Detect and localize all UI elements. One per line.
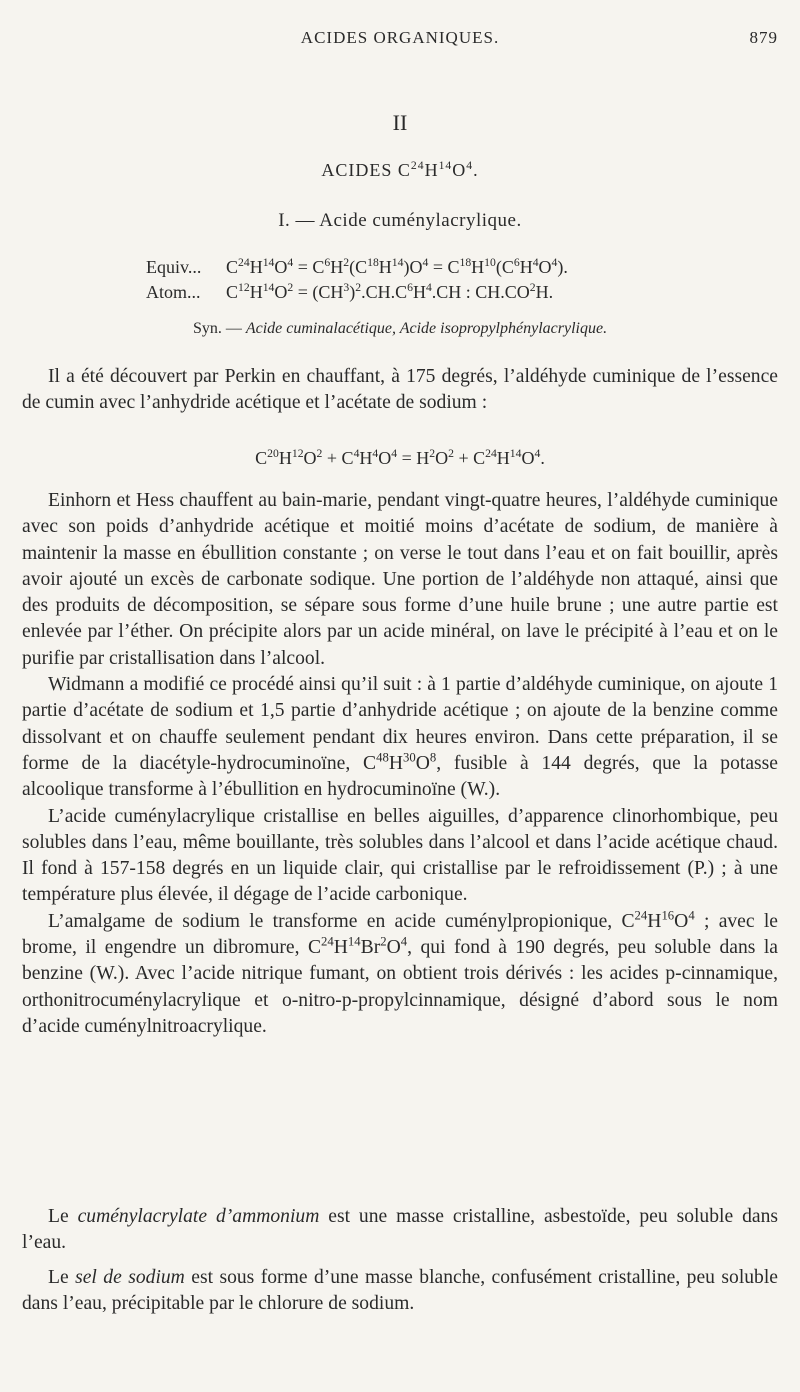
synonyms bbox=[0, 320, 800, 338]
main-text-block bbox=[22, 488, 778, 1040]
paragraph-widmann: Widmann a modifié ce procédé ainsi qu’il suit : à 1 partie d’aldéhyde cuminique, on ajoute 1 partie d’acétate de sodium et 1,5 partie d’anhydride acétique ; on ajoute de la benzine comme dissolvant et on chauffe seulement pendant dix heures environ. Dans cette préparation, il se forme de la diacétyle-hydrocuminoïne, $C^{48}H^{30}O^8$, fusible à 144 degrés, que la potasse alcoolique transforme à l’ébullition en hydrocuminoïne (W.). bbox=[22, 674, 778, 801]
section-number: II bbox=[392, 110, 408, 135]
paragraph-sodium-salt: Le sel de sodium est sous forme d’une masse blanche, confusément cristalline, peu soluble dans l’eau, précipitable par le chlorure de sodium. bbox=[22, 1266, 778, 1314]
running-head-title: ACIDES ORGANIQUES. bbox=[300, 28, 500, 47]
equiv-label: Equiv... bbox=[146, 257, 202, 277]
synonyms-text: — Acide cuminalacétique, Acide isopropylphénylacrylique. bbox=[225, 320, 608, 337]
paragraph-properties: L’acide cuménylacrylique cristallise en belles aiguilles, d’apparence clinorhombique, peu solubles dans l’eau, même bouillante, très solubles dans l’alcool et dans l’acide acétique chaud. Il fond à 157-158 degrés en un liquide clair, qui cristallise par le refroidissement (P.) ; à une température plus élevée, il dégage de l’acide carbonique. bbox=[22, 805, 778, 906]
section-title: ACIDES $C^{24}H^{14}O^4$. bbox=[321, 159, 479, 180]
subsection-title: I. — Acide cuménylacrylique. bbox=[278, 210, 522, 231]
atom-label: Atom... bbox=[146, 282, 201, 302]
atom-formula-row bbox=[146, 282, 553, 303]
page-number: 879 bbox=[749, 28, 778, 47]
equiv-formula-row bbox=[146, 257, 568, 278]
reaction-equation: $C^{20}H^{12}O^2 + C^4H^4O^4 = H^2O^2 + C^{24}H^{14}O^4$. bbox=[255, 447, 545, 468]
salts-text-block bbox=[22, 1204, 778, 1317]
running-head bbox=[0, 28, 800, 52]
paragraph-discovery: Il a été découvert par Perkin en chauffant, à 175 degrés, l’aldéhyde cuminique de l’essence de cumin avec l’anhydride acétique et l’acétate de sodium : bbox=[22, 366, 778, 414]
paragraph-einhorn-hess: Einhorn et Hess chauffent au bain-marie, pendant vingt-quatre heures, l’aldéhyde cuminique avec son poids d’anhydride acétique et moitié moins d’acétate de sodium, de manière à maintenir la masse en ébullition constante ; on verse le tout dans l’eau et on fait bouillir, après avoir ajouté un excès de carbonate sodique. Une portion de l’aldéhyde non attaqué, ainsi que des produits de décomposition, se sépare sous forme d’une huile brune ; une autre partie est enlevée par l’éther. On précipite alors par un acide minéral, on lave le précipité à l’eau et on le purifie par cristallisation dans l’alcool. bbox=[22, 490, 778, 669]
paragraph-ammonium-salt: Le cuménylacrylate d’ammonium est une masse cristalline, asbestoïde, peu soluble dans l’eau. bbox=[22, 1206, 778, 1254]
paragraph-intro-block bbox=[22, 364, 778, 417]
paragraph-derivatives: L’amalgame de sodium le transforme en acide cuménylpropionique, $C^{24}H^{16}O^4$ ; avec le brome, il engendre un dibromure, $C^{24}H^{14}Br^2O^4$, qui fond à 190 degrés, peu soluble dans la benzine (W.). Avec l’acide nitrique fumant, on obtient trois dérivés : les acides p-cinnamique, orthonitrocuménylacrylique et o-nitro-p-propylcinnamique, désigné d’abord sous le nom d’acide cuménylnitroacrylique. bbox=[22, 908, 778, 1037]
synonyms-label: Syn. bbox=[192, 320, 222, 337]
equiv-formula: $C^{24}H^{14}O^4 = C^6H^2(C^{18}H^{14})O^4 = C^{18}H^{10}(C^6H^4O^4)$. bbox=[226, 256, 568, 277]
atom-formula: $C^{12}H^{14}O^2 = (CH^3)^2.CH.C^6H^4.CH$ : $CH.CO^2H$. bbox=[226, 281, 554, 302]
